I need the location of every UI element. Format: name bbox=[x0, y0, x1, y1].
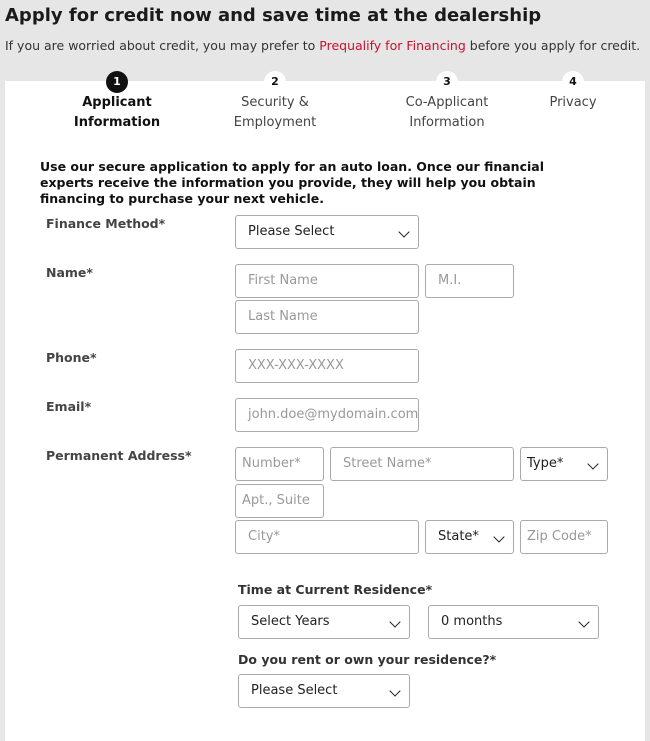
step-security-employment[interactable] bbox=[215, 71, 335, 133]
first-name-input[interactable]: First Name bbox=[235, 264, 419, 298]
state-value: State* bbox=[438, 529, 479, 544]
time-at-residence-label: Time at Current Residence* bbox=[238, 582, 433, 597]
chevron-down-icon bbox=[389, 685, 400, 696]
street-number-input[interactable]: Number* bbox=[235, 447, 324, 481]
step-privacy[interactable] bbox=[523, 71, 623, 113]
subtitle-text-before: If you are worried about credit, you may prefer to bbox=[5, 38, 320, 53]
intro-text: Use our secure application to apply for an auto loan. Once our financial experts receive the information you provide, they will help you obtain financing to purchase your next vehicle. bbox=[40, 159, 544, 206]
prequalify-link[interactable]: Prequalify for Financing bbox=[319, 38, 466, 53]
phone-label: Phone* bbox=[46, 350, 97, 365]
zip-code-input[interactable]: Zip Code* bbox=[520, 520, 608, 554]
last-name-input[interactable]: Last Name bbox=[235, 300, 419, 334]
step-number: 2 bbox=[264, 71, 286, 93]
page-subtitle bbox=[5, 38, 640, 53]
street-type-value: Type* bbox=[527, 456, 564, 471]
step-label: Co-Applicant bbox=[405, 95, 489, 110]
residence-months-select[interactable] bbox=[428, 605, 599, 639]
step-label: Security & bbox=[241, 95, 309, 110]
chevron-down-icon bbox=[398, 226, 409, 237]
finance-method-select[interactable] bbox=[235, 215, 419, 249]
chevron-down-icon bbox=[587, 458, 598, 469]
apt-suite-input[interactable]: Apt., Suite bbox=[235, 484, 324, 518]
rent-own-value: Please Select bbox=[251, 683, 338, 698]
rent-own-label: Do you rent or own your residence?* bbox=[238, 652, 497, 667]
name-label: Name* bbox=[46, 265, 93, 280]
step-number: 3 bbox=[436, 71, 458, 93]
street-name-input[interactable]: Street Name* bbox=[330, 447, 514, 481]
chevron-down-icon bbox=[578, 616, 589, 627]
residence-years-value: Select Years bbox=[251, 614, 330, 629]
permanent-address-label: Permanent Address* bbox=[46, 448, 192, 463]
chevron-down-icon bbox=[493, 531, 504, 542]
state-select[interactable] bbox=[425, 520, 514, 554]
step-applicant-information[interactable] bbox=[57, 71, 177, 133]
step-co-applicant-information[interactable] bbox=[387, 71, 507, 133]
residence-years-select[interactable] bbox=[238, 605, 410, 639]
subtitle-text-after: before you apply for credit. bbox=[465, 38, 641, 53]
street-type-select[interactable] bbox=[520, 447, 608, 481]
email-label: Email* bbox=[46, 399, 92, 414]
step-number: 4 bbox=[562, 71, 584, 93]
step-number: 1 bbox=[106, 71, 128, 93]
page-title: Apply for credit now and save time at the dealership bbox=[5, 5, 542, 26]
city-input[interactable]: City* bbox=[235, 520, 419, 554]
step-label: Applicant bbox=[82, 95, 152, 110]
step-label: Information bbox=[73, 115, 161, 130]
residence-months-value: 0 months bbox=[441, 614, 503, 629]
step-label: Privacy bbox=[549, 95, 597, 110]
finance-method-label: Finance Method* bbox=[46, 216, 166, 231]
middle-initial-input[interactable]: M.I. bbox=[425, 264, 514, 298]
email-input[interactable]: john.doe@mydomain.com bbox=[235, 398, 419, 432]
phone-input[interactable]: XXX-XXX-XXXX bbox=[235, 349, 419, 383]
step-label: Employment bbox=[233, 115, 317, 130]
chevron-down-icon bbox=[389, 616, 400, 627]
finance-method-value: Please Select bbox=[248, 224, 335, 239]
step-label: Information bbox=[409, 115, 485, 130]
rent-own-select[interactable] bbox=[238, 674, 410, 708]
